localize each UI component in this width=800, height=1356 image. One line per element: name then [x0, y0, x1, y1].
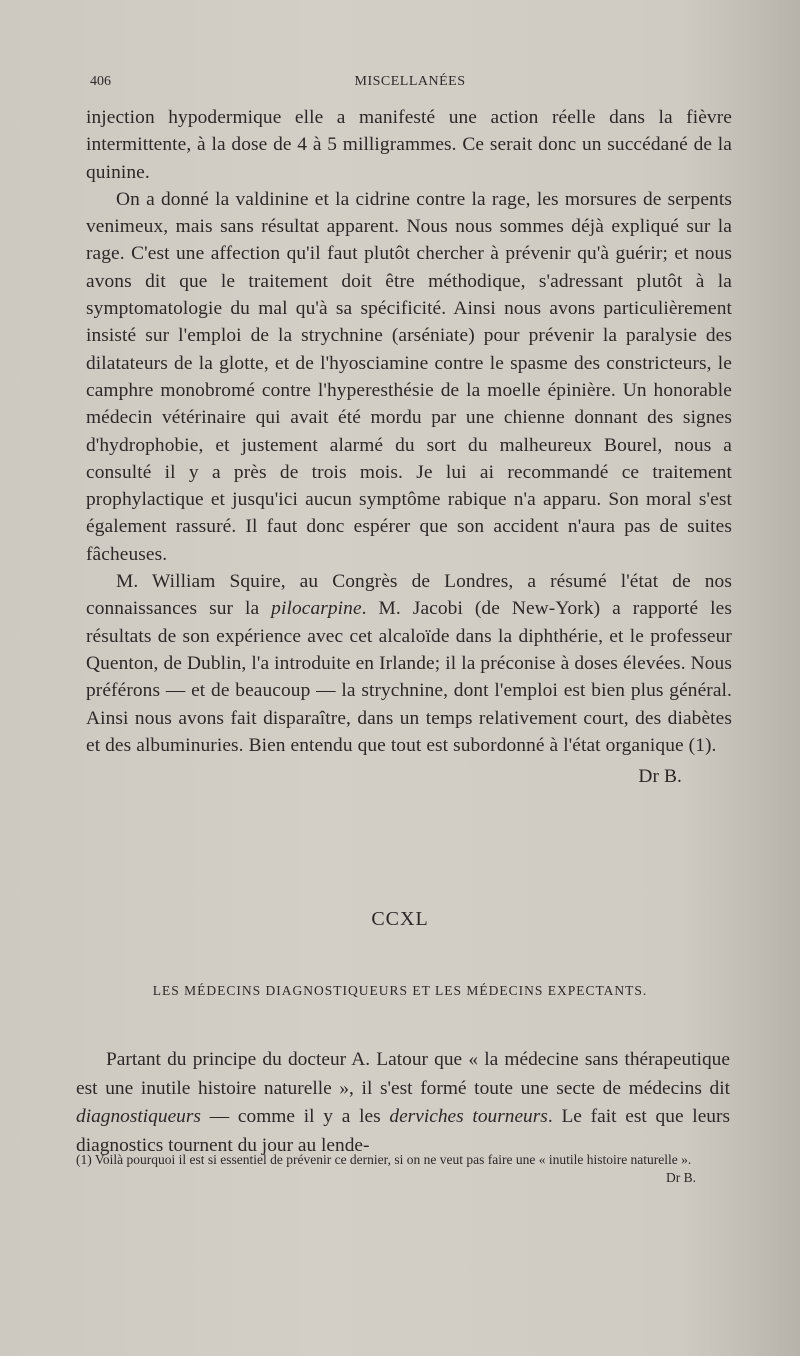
emphasis: derviches tourneurs: [389, 1106, 548, 1127]
emphasis: pilocarpine: [271, 598, 362, 620]
running-head: MISCELLANÉES: [354, 74, 466, 89]
section-title: LES MÉDECINS DIAGNOSTIQUEURS ET LES MÉDECINS EXPECTANTS.: [152, 983, 648, 998]
page-header: [90, 74, 730, 96]
text-run: . Le fait est que leurs diagnostics tournent du jour au lende-: [76, 1106, 730, 1156]
text-run: Partant du principe du docteur A. Latour que « la médecine sans thérapeutique est une inutile histoire naturelle », il s'est formé toute une secte de médecins dit: [76, 1049, 730, 1099]
text-run: . M. Jacobi (de New-York) a rapporté les résultats de son expérience avec cet alcaloïde dans la diphthérie, et le professeur Quenton, de Dublin, l'a introduite en Irlande; il la préconise à doses élevées. Nous préférons — et de beaucoup — la strychnine, dont l'emploi est bien plus général. Ainsi nous avons fait disparaître, dans un temps relativement court, des diabètes et des albuminuries. Bien entendu que tout est subordonné à l'état organique (1).: [86, 598, 732, 756]
page-number: 406: [90, 74, 111, 89]
paragraph: On a donné la valdinine et la cidrine contre la rage, les morsures de serpents venimeux, mais sans résultat apparent. Nous nous sommes déjà expliqué sur la rage. C'est une affection qu'il faut plutôt chercher à prévenir qu'à guérir; et nous avons dit que le traitement doit être méthodique, s'adressant plutôt à la symptomatologie du mal qu'à sa spécificité. Ainsi nous avons particulièrement insisté sur l'emploi de la strychnine (arséniate) pour prévenir la paralysie des dilatateurs de la glotte, et de l'hyosciamine contre le spasme des constricteurs, le camphre monobromé contre l'hyperesthésie de la moelle épinière. Un honorable médecin vétérinaire qui avait été mordu par une chienne donnant des signes d'hydrophobie, et justement alarmé du sort du malheureux Bourel, nous a consulté il y a près de trois mois. Je lui ai recommandé ce traitement prophylactique et jusqu'ici aucun symptôme rabique n'a apparu. Son moral s'est également rassuré. Il faut donc espérer que son accident n'aura pas de suites fâcheuses.: [86, 188, 732, 565]
footnote-text: (1) Voilà pourquoi il est si essentiel de prévenir ce dernier, si on ne veut pas faire une « inutile histoire naturelle ».: [76, 1152, 692, 1167]
footnote: [76, 1151, 726, 1185]
section-number: CCXL: [371, 908, 429, 930]
paragraph: [86, 568, 732, 759]
paragraph: [76, 1046, 730, 1160]
section-body: [76, 1046, 730, 1160]
paragraph: injection hypodermique elle a manifesté une action réelle dans la fièvre intermittente, à la dose de 4 à 5 milligrammes. Ce serait donc un succédané de la quinine.: [86, 107, 732, 183]
emphasis: diagnostiqueurs: [76, 1106, 201, 1127]
author-signature: Dr B.: [638, 766, 682, 788]
article-body: [86, 104, 732, 790]
text-run: M. William Squire, au Congrès de Londres, a résumé l'état de nos connaissances sur la: [86, 571, 732, 620]
footnote-signature: Dr B.: [666, 1170, 696, 1185]
text-run: — comme il y a les: [200, 1106, 390, 1127]
